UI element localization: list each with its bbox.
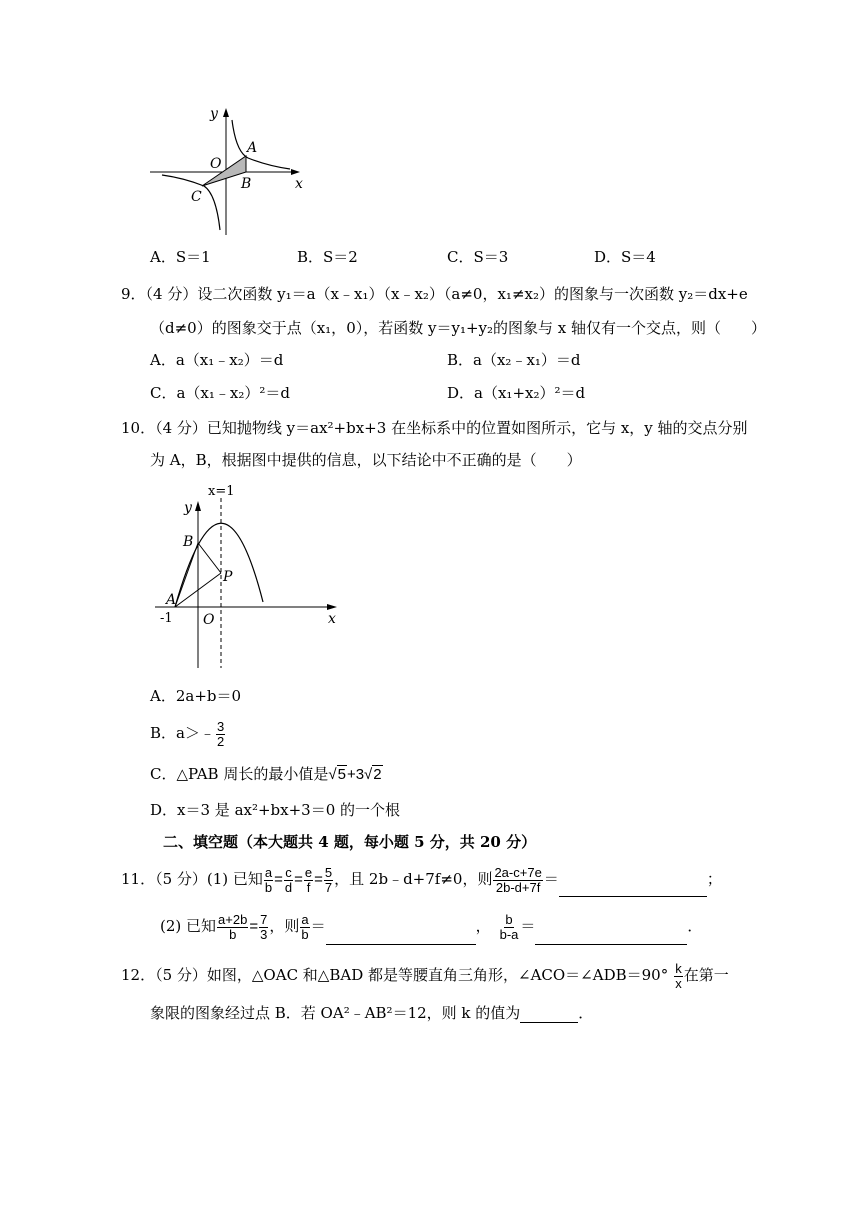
- fraction-a-b: [264, 866, 273, 895]
- q8-option-b: B．S＝2: [297, 248, 358, 266]
- q9-option-d: D．a（x₁+x₂）²＝d: [447, 384, 586, 402]
- equals-sign: ＝: [520, 917, 536, 935]
- comma: ，: [475, 917, 491, 935]
- q8-figure: [140, 100, 315, 240]
- radicand: 2: [373, 766, 382, 783]
- fraction-5-7: [324, 866, 333, 895]
- label-b: B: [241, 176, 252, 192]
- denominator: b: [301, 926, 309, 942]
- plus-three: +3: [346, 766, 365, 783]
- denominator: b: [264, 879, 273, 895]
- y-arrow-icon: [223, 108, 229, 117]
- sqrt-5: √5: [328, 766, 346, 783]
- q11-part2-prefix: (2) 已知: [160, 917, 217, 935]
- denominator: 7: [324, 879, 333, 895]
- fraction-c-d: [284, 866, 293, 895]
- q9-stem-line1: 9．（4 分）设二次函数 y₁＝a（x﹣x₁）（x﹣x₂）（a≠0，x₁≠x₂）的图象与一次函数 y₂＝dx+e: [121, 285, 748, 303]
- equals: =: [314, 871, 323, 888]
- denominator: 3: [260, 926, 268, 942]
- period: ．: [578, 1004, 594, 1022]
- q10-option-a: A．2a+b＝0: [150, 687, 242, 705]
- q10-option-d: D．x＝3 是 ax²+bx+3＝0 的一个根: [150, 801, 401, 819]
- q12-line1: [121, 958, 729, 992]
- numerator: a: [264, 864, 273, 880]
- equals-sign: ＝: [310, 917, 326, 935]
- x-arrow-icon: [327, 604, 337, 610]
- q12-stem-suffix: 在第一: [683, 966, 729, 984]
- fraction-a2b-b: [217, 913, 248, 942]
- segment-bp: [198, 543, 221, 573]
- q12-line2: [150, 1003, 593, 1023]
- denominator: 2: [216, 733, 225, 749]
- segment-ab: [175, 543, 198, 607]
- q9-option-b: B．a（x₂﹣x₁）＝d: [447, 351, 581, 369]
- label-y: y: [210, 106, 218, 122]
- q12-stem-cont: 象限的图象经过点 B．若 OA²﹣AB²＝12，则 k 的值为: [150, 1004, 521, 1022]
- answer-blank[interactable]: [535, 928, 687, 945]
- answer-blank[interactable]: [326, 928, 476, 945]
- fraction-k-x: [674, 962, 683, 991]
- q10-option-b-prefix: B．a＞﹣: [150, 724, 215, 742]
- equals-sign: ＝: [543, 870, 559, 888]
- label-p: P: [223, 569, 233, 585]
- q8-option-a: A．S＝1: [150, 248, 211, 266]
- numerator: k: [675, 960, 682, 976]
- label-y: y: [184, 500, 192, 516]
- q11-part1-condition: ，且 2b﹣d+7f≠0，则: [334, 870, 493, 888]
- shaded-triangle: [202, 156, 246, 186]
- fraction-3-over-2: [216, 720, 225, 749]
- equals: =: [249, 918, 259, 935]
- label-b: B: [183, 534, 194, 550]
- answer-blank[interactable]: [559, 880, 707, 897]
- fraction-7-3: [259, 913, 268, 942]
- q10-stem-line2: 为 A，B，根据图中提供的信息，以下结论中不正确的是（ ）: [150, 451, 582, 469]
- q10-stem-line1: 10．（4 分）已知抛物线 y＝ax²+bx+3 在坐标系中的位置如图所示，它与 x，y 轴的交点分别: [121, 419, 748, 437]
- q10-option-c: [150, 764, 383, 785]
- y-arrow-icon: [195, 501, 201, 511]
- denominator: 2b-d+7f: [495, 879, 541, 895]
- semicolon: ；: [706, 870, 722, 888]
- fraction-e-f: [304, 866, 313, 895]
- numerator: 2a-c+7e: [494, 864, 542, 880]
- q8-option-d: D．S＝4: [594, 248, 656, 266]
- label-o: O: [203, 612, 215, 628]
- fraction-b-over-b-minus-a: [499, 913, 520, 942]
- q11-part1-prefix: 11．（5 分）(1) 已知: [121, 870, 263, 888]
- equals: =: [274, 871, 283, 888]
- label-c: C: [191, 189, 202, 205]
- label-neg1: -1: [160, 611, 173, 626]
- numerator: e: [304, 864, 313, 880]
- numerator: 3: [216, 718, 225, 734]
- q11-part2: [160, 908, 702, 945]
- q9-option-a: A．a（x₁﹣x₂）＝d: [150, 351, 284, 369]
- radicand: 5: [337, 766, 346, 783]
- fraction-expression: [493, 866, 542, 895]
- x-arrow-icon: [291, 169, 300, 175]
- denominator: x: [675, 975, 682, 991]
- label-o: O: [210, 156, 222, 172]
- numerator: b: [505, 911, 513, 927]
- label-x: x: [295, 176, 303, 192]
- q11-part2-mid: ，则: [269, 917, 300, 935]
- q11-part1: [121, 862, 722, 897]
- numerator: 5: [324, 864, 333, 880]
- denominator: d: [284, 879, 293, 895]
- numerator: a+2b: [218, 911, 248, 927]
- denominator: f: [306, 879, 311, 895]
- label-a: A: [247, 140, 258, 156]
- numerator: a: [301, 911, 309, 927]
- label-axis: x=1: [208, 484, 235, 499]
- q12-stem: 12．（5 分）如图，△OAC 和△BAD 都是等腰直角三角形，∠ACO＝∠ADB＝90°: [121, 966, 669, 984]
- q10-option-b: [150, 718, 226, 749]
- numerator: 7: [260, 911, 268, 927]
- numerator: c: [285, 864, 292, 880]
- answer-blank[interactable]: [520, 1006, 578, 1023]
- q8-option-c: C．S＝3: [447, 248, 509, 266]
- label-a: A: [166, 592, 177, 608]
- sqrt-2: √2: [364, 766, 382, 783]
- q10-figure: [150, 480, 350, 675]
- q9-option-c: C．a（x₁﹣x₂）²＝d: [150, 384, 290, 402]
- denominator: b-a: [499, 926, 519, 942]
- period: ．: [687, 917, 703, 935]
- q10-option-c-prefix: C．△PAB 周长的最小值是: [150, 765, 329, 783]
- equals: =: [294, 871, 303, 888]
- fraction-a-b: [300, 913, 309, 942]
- label-x: x: [328, 611, 336, 627]
- denominator: b: [229, 926, 237, 942]
- q9-stem-line2: （d≠0）的图象交于点（x₁，0），若函数 y＝y₁+y₂的图象与 x 轴仅有一个交点，则（ ）: [150, 319, 767, 337]
- section-heading-fill-in: 二、填空题（本大题共 4 题，每小题 5 分，共 20 分）: [163, 833, 537, 851]
